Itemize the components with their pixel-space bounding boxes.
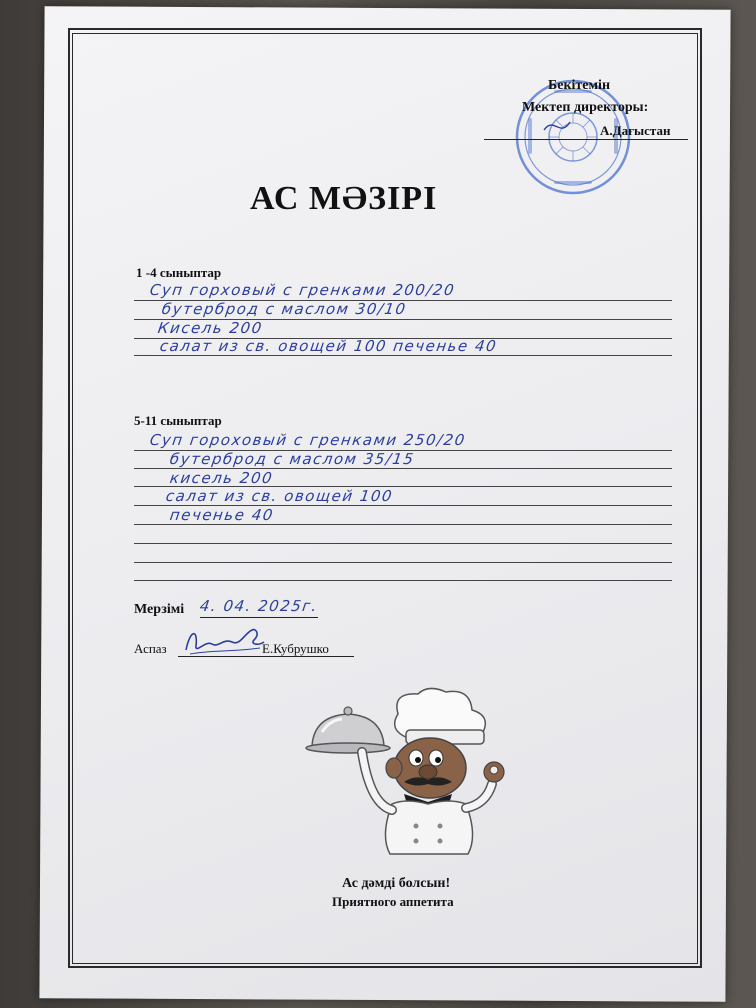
ruled-line (134, 543, 672, 544)
date-line (200, 617, 318, 618)
menu-item: салат из св. овощей 100 (164, 487, 395, 505)
menu-item: бутерброд с маслом 35/15 (168, 450, 416, 468)
date-value: 4. 04. 2025г. (198, 597, 320, 615)
menu-item: печенье 40 (168, 506, 276, 524)
menu-item: кисель 200 (168, 469, 275, 487)
approval-name: А.Дағыстан (600, 123, 671, 138)
menu-item: Суп горховый с гренками 200/20 (148, 281, 457, 299)
approval-signature-line (484, 139, 688, 140)
menu-item: Суп гороховый с гренками 250/20 (148, 431, 468, 449)
cook-signature (180, 620, 266, 664)
ruled-line (134, 355, 672, 356)
ruled-line (134, 562, 672, 563)
approval-title: Бекітемін (548, 78, 611, 93)
ruled-line (134, 580, 672, 581)
page-title: АС МӘЗІРІ (250, 180, 438, 217)
chef-illustration (300, 686, 512, 856)
menu-item: Кисель 200 (156, 319, 264, 337)
closing-russian: Приятного аппетита (332, 894, 454, 909)
cook-label: Аспаз (134, 641, 167, 656)
section-label-grades-5-11: 5-11 сыныптар (134, 413, 222, 428)
menu-item: бутерброд с маслом 30/10 (160, 300, 408, 318)
closing-kazakh: Ас дәмді болсын! (342, 876, 451, 891)
approval-role: Мектеп директоры: (522, 100, 649, 115)
date-label: Мерзімі (134, 602, 185, 617)
section-label-grades-1-4: 1 -4 сыныптар (136, 265, 222, 280)
menu-item: салат из св. овощей 100 печенье 40 (158, 337, 499, 355)
cook-name: Е.Кубрушко (262, 641, 329, 656)
ruled-line (134, 524, 672, 525)
